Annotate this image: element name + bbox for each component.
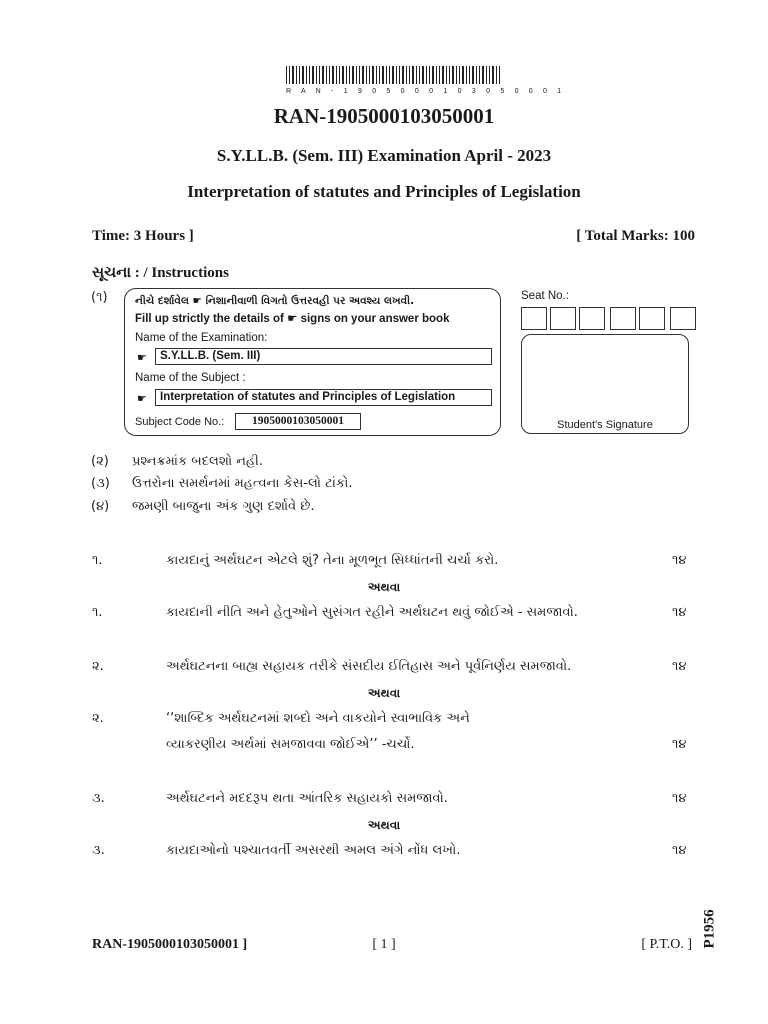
instruction-text: ઉત્તરોના સમર્થનમાં મહત્વના કેસ-લો ટાંકો. (132, 476, 353, 491)
seat-number-box (670, 307, 696, 330)
barcode-bar (469, 66, 470, 84)
total-marks: [ Total Marks: 100 (576, 228, 695, 244)
barcode-bar (459, 66, 460, 84)
barcode-bar (309, 66, 310, 84)
question-marks: ૧૪ (672, 659, 687, 674)
question-marks: ૧૪ (672, 791, 687, 806)
barcode-bar (292, 66, 294, 84)
barcode-bar (452, 66, 454, 84)
subject-name-label: Name of the Subject : (135, 372, 246, 384)
barcode-bar (492, 66, 494, 84)
barcode-bar (326, 66, 327, 84)
barcode-bar (499, 66, 500, 84)
barcode-bar (406, 66, 407, 84)
or-divider: અથવા (367, 686, 401, 700)
details-instruction-gujarati: નીચે દર્શાવેલ ☛ નિશાનીવાળી વિગતો ઉત્તરવહી પર અવશ્ય લખવી. (135, 295, 415, 307)
barcode-bar (409, 66, 410, 84)
barcode-bar (356, 66, 357, 84)
barcode-bar (396, 66, 397, 84)
question-marks: ૧૪ (672, 843, 687, 858)
barcode-bar (359, 66, 360, 84)
hand-pointer-icon: ☛ (137, 352, 147, 364)
barcode-bar (436, 66, 437, 84)
details-instruction-english: Fill up strictly the details of ☛ signs on your answer book (135, 313, 450, 325)
barcode-bar (392, 66, 394, 84)
barcode-bar (496, 66, 497, 84)
barcode-bar (446, 66, 447, 84)
barcode-bar (289, 66, 290, 84)
barcode-bar (462, 66, 464, 84)
subject-title: Interpretation of statutes and Principles of Legislation (187, 182, 581, 201)
barcode-bar (456, 66, 457, 84)
footer-paper-code: RAN-1905000103050001 ] (92, 937, 248, 952)
barcode-bar (386, 66, 387, 84)
barcode-bar (336, 66, 337, 84)
exam-name-label: Name of the Examination: (135, 332, 268, 344)
barcode-bar (432, 66, 434, 84)
barcode-bar (362, 66, 364, 84)
barcode-bar (286, 66, 287, 84)
barcode-bar (366, 66, 367, 84)
subject-name-value: Interpretation of statutes and Principles of Legislation (155, 389, 492, 406)
seat-number-box (579, 307, 605, 330)
barcode-bar (439, 66, 440, 84)
barcode-bar (369, 66, 370, 84)
exam-name-value: S.Y.LL.B. (Sem. III) (155, 348, 492, 365)
barcode-bar (372, 66, 374, 84)
seat-number-box (639, 307, 665, 330)
question-text: અર્થઘટનના બાહ્ય સહાયક તરીકે સંસદીય ઈતિહાસ અને પૂર્વનિર્ણય સમજાવો. (166, 659, 572, 674)
instruction-number: (૨) (91, 454, 109, 469)
barcode-bar (429, 66, 430, 84)
question-text: અર્થઘટનને મદદરૂપ થતા આંતરિક સહાયકો સમજાવો. (166, 791, 448, 806)
barcode-bar (426, 66, 427, 84)
question-number: ૧. (92, 553, 103, 568)
question-number: ૧. (92, 605, 103, 620)
barcode-bar (472, 66, 474, 84)
barcode-bar (449, 66, 450, 84)
question-number: ૨. (92, 711, 104, 726)
barcode-bar (389, 66, 390, 84)
page-number: [ 1 ] (372, 937, 396, 952)
question-text-continued: વ્યાકરણીય અર્થમાં સમજાવવા જોઈએ’’ -ચર્ચો. (166, 737, 415, 752)
subject-code-value: 1905000103050001 (235, 413, 361, 430)
question-text: કાયદાઓનો પશ્ચાતવર્તી અસરથી અમલ અંગે નોંધ લખો. (166, 843, 461, 858)
barcode-bar (346, 66, 347, 84)
seat-number-box (610, 307, 636, 330)
barcode-bar (296, 66, 297, 84)
barcode-bar (489, 66, 490, 84)
barcode-text: R A N - 1 9 0 5 0 0 0 1 0 3 0 5 0 0 0 1 (286, 88, 566, 95)
barcode-bar (306, 66, 307, 84)
paper-code: RAN-1905000103050001 (273, 104, 495, 128)
instruction-number: (૧) (91, 290, 108, 305)
barcode (286, 66, 502, 84)
barcode-bar (399, 66, 400, 84)
question-marks: ૧૪ (672, 737, 687, 752)
barcode-bar (302, 66, 304, 84)
instruction-number: (૩) (91, 476, 110, 491)
question-number: ૩. (92, 791, 105, 806)
or-divider: અથવા (367, 580, 401, 594)
barcode-bar (402, 66, 404, 84)
question-number: ૨. (92, 659, 104, 674)
instructions-heading: સૂચના : / Instructions (92, 265, 229, 281)
subject-code-label: Subject Code No.: (135, 416, 225, 428)
barcode-bar (316, 66, 317, 84)
question-text: કાયદાની નીતિ અને હેતુઓને સુસંગત રહીને અર્થઘટન થવું જોઈએ - સમજાવો. (166, 605, 578, 620)
question-text: ‘‘શાબ્દિક અર્થઘટનમાં શબ્દો અને વાકયોને સ્વાભાવિક અને (166, 711, 470, 726)
please-turn-over: [ P.T.O. ] (641, 937, 692, 952)
barcode-bar (486, 66, 487, 84)
student-signature-box (521, 334, 689, 434)
time-allowed: Time: 3 Hours ] (92, 228, 194, 244)
question-marks: ૧૪ (672, 605, 687, 620)
barcode-bar (382, 66, 384, 84)
barcode-bar (412, 66, 414, 84)
exam-title: S.Y.LL.B. (Sem. III) Examination April - 2023 (216, 146, 552, 165)
barcode-bar (479, 66, 480, 84)
barcode-bar (419, 66, 420, 84)
barcode-bar (342, 66, 344, 84)
hand-pointer-icon: ☛ (137, 393, 147, 405)
barcode-bar (339, 66, 340, 84)
barcode-bar (299, 66, 300, 84)
barcode-bar (416, 66, 417, 84)
question-marks: ૧૪ (672, 553, 687, 568)
instruction-text: પ્રશ્નક્રમાંક બદલશો નહી. (132, 454, 264, 469)
seat-number-label: Seat No.: (521, 290, 569, 302)
barcode-bar (466, 66, 467, 84)
instruction-number: (૪) (91, 499, 110, 514)
barcode-bar (476, 66, 477, 84)
barcode-bar (352, 66, 354, 84)
barcode-bar (332, 66, 334, 84)
barcode-bar (376, 66, 377, 84)
instruction-text: જમણી બાજુના અંક ગુણ દર્શાવે છે. (132, 499, 315, 514)
seat-number-box (521, 307, 547, 330)
or-divider: અથવા (367, 818, 401, 832)
side-paper-code: P1956 (701, 909, 718, 949)
seat-number-box (550, 307, 576, 330)
question-text: કાયદાનું અર્થઘટન એટલે શું? તેના મૂળભૂત સિધ્ધાંતની ચર્ચા કરો. (166, 553, 499, 568)
student-signature-label: Student's Signature (557, 419, 653, 431)
barcode-bar (442, 66, 444, 84)
barcode-bar (379, 66, 380, 84)
barcode-bar (312, 66, 314, 84)
barcode-bar (349, 66, 350, 84)
barcode-bar (482, 66, 484, 84)
barcode-bar (319, 66, 320, 84)
barcode-bar (322, 66, 324, 84)
barcode-bar (329, 66, 330, 84)
barcode-bar (422, 66, 424, 84)
question-number: ૩. (92, 843, 105, 858)
answer-book-details-box (124, 288, 501, 436)
